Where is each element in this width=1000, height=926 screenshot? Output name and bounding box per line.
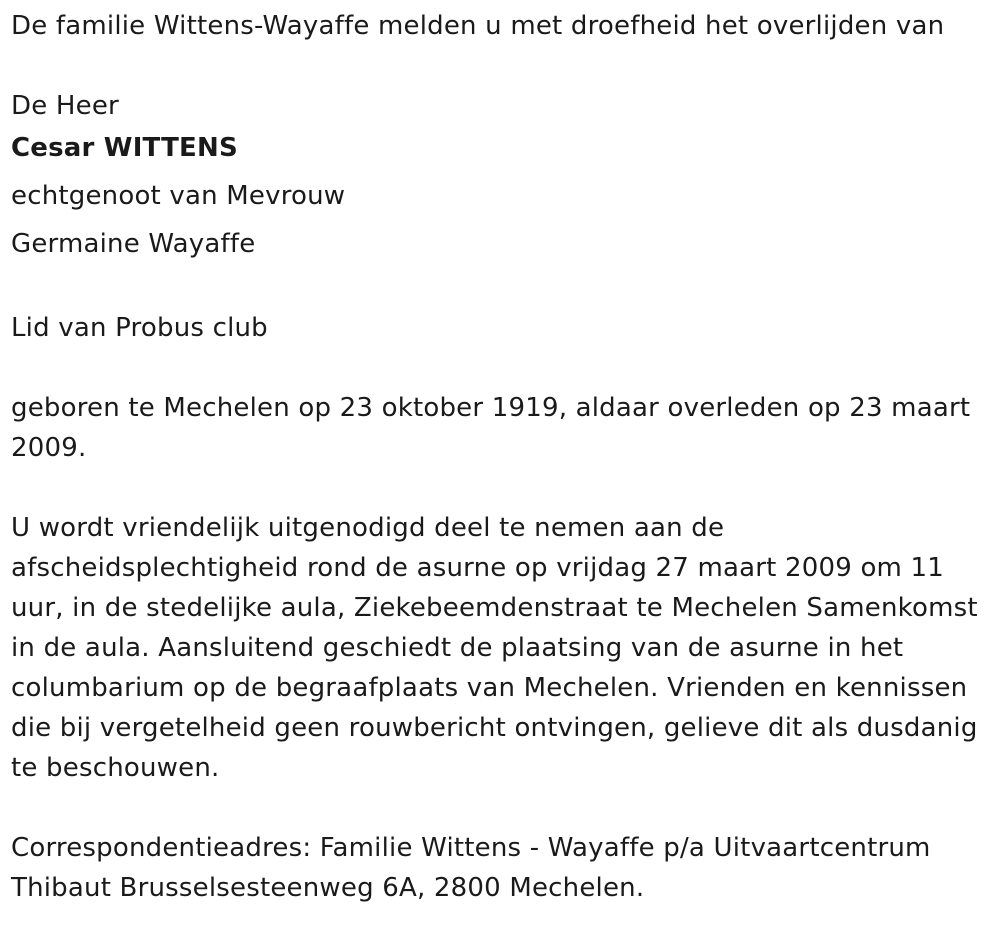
ceremony-line: in de aula. Aansluitend geschiedt de plaatsing van de asurne in het xyxy=(11,633,904,663)
ceremony-line: U wordt vriendelijk uitgenodigd deel te nemen aan de xyxy=(11,513,725,543)
spouse-line-1: echtgenoot van Mevrouw xyxy=(11,181,346,211)
ceremony-line: afscheidsplechtigheid rond de asurne op vrijdag 27 maart 2009 om 11 xyxy=(11,553,945,583)
birth-death-paragraph xyxy=(11,388,990,468)
correspondence-line: Thibaut Brusselsesteenweg 6A, 2800 Mechelen. xyxy=(11,873,645,903)
ceremony-line: columbarium op de begraafplaats van Mechelen. Vrienden en kennissen xyxy=(11,673,968,703)
correspondence-line: Correspondentieadres: Familie Wittens - Wayaffe p/a Uitvaartcentrum xyxy=(11,833,931,863)
correspondence-paragraph xyxy=(11,828,990,908)
deceased-name: Cesar WITTENS xyxy=(11,133,238,163)
spacer xyxy=(11,468,990,508)
spacer xyxy=(11,348,990,388)
birth-death-line: 2009. xyxy=(11,433,87,463)
ceremony-line: uur, in de stedelijke aula, Ziekebeemdenstraat te Mechelen Samenkomst xyxy=(11,593,978,623)
birth-death-line: geboren te Mechelen op 23 oktober 1919, aldaar overleden op 23 maart xyxy=(11,393,971,423)
ceremony-line: te beschouwen. xyxy=(11,753,220,783)
ceremony-line: die bij vergetelheid geen rouwbericht ontvingen, gelieve dit als dusdanig xyxy=(11,713,978,743)
intro-text: De familie Wittens-Wayaffe melden u met droefheid het overlijden van xyxy=(11,11,945,41)
honorific: De Heer xyxy=(11,91,119,121)
membership-text: Lid van Probus club xyxy=(11,313,268,343)
ceremony-paragraph xyxy=(11,508,990,788)
spouse-line-2: Germaine Wayaffe xyxy=(11,229,256,259)
spacer xyxy=(11,44,990,88)
spacer xyxy=(11,268,990,308)
spacer xyxy=(11,788,990,828)
